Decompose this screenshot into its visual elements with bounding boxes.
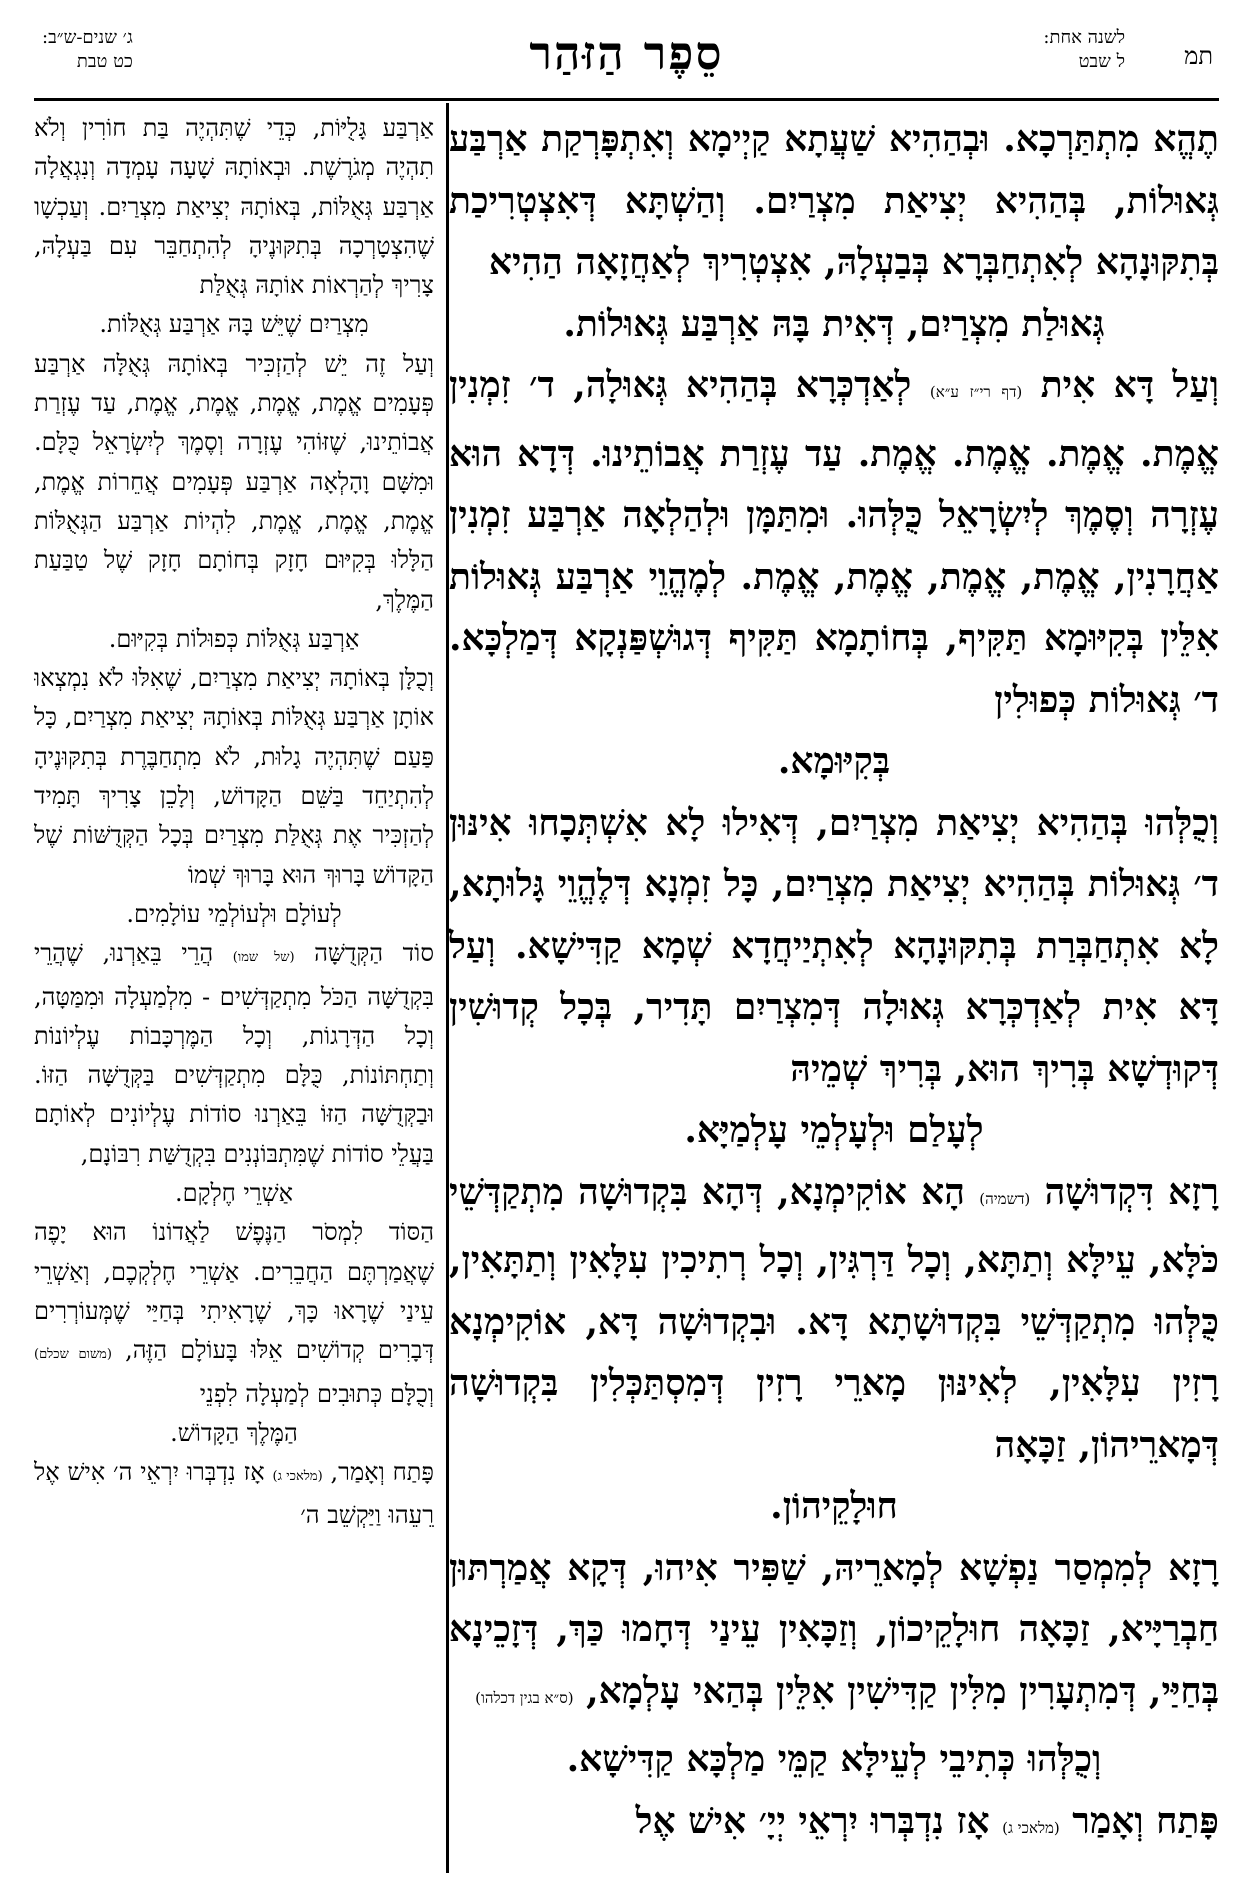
hebrew-paragraph-1: אַרְבַּע גָּלֻיּוֹת, כְּדֵי שֶׁתִּהְיֶה בַּת חוֹרִין וְלֹא תִהְיֶה מְגֹרֶשֶׁת. וּבְאוֹתָהּ שָׁעָה עָמְדָה וְנִגְאֲלָה אַרְבַּע גְּאֻלּוֹת, בְּאוֹתָהּ יְצִיאַת מִצְרַיִם. וְעַכְשָׁו שֶׁהִצְטָרְכָה בְּתִקּוּנֶיהָ לְהִתְחַבֵּר עִם בַּעְלָהּ, צָרִיךְ לְהַרְאוֹת אוֹתָהּ גְּאֻלַּת: [34, 114, 434, 300]
aramaic-p4-note: (דשמיה): [979, 1189, 1031, 1208]
hebrew-p4-start: סוֹד הַקְּדֻשָּׁה: [314, 939, 434, 968]
page-header: [34, 22, 1219, 101]
page-reference-note: (דף רי״ז ע״א): [929, 383, 1023, 401]
aramaic-paragraph-4-end: חוּלָקֵיהוֹן.: [770, 1485, 898, 1527]
aramaic-paragraph-2-end: בְּקִיּוּמָא.: [777, 740, 891, 782]
hebrew-p5-rest: וְכֻלָּם כְּתוּבִים לְמַעְלָה לִפְנֵי: [199, 1379, 434, 1408]
aramaic-p2-rest: לְאַדְכְּרָא בְּהַהִיא גְּאוּלָה, ד׳ זִמְנִין אֱמֶת. אֱמֶת. אֱמֶת. אֱמֶת. עַד עֶזְרַת אֲבוֹתֵינוּ. דְּדָא הוּא עֶזְרָה וְסֶמֶךְ לְיִשְׂרָאֵל כֻּלְּהוּ. וּמִתַּמָּן וּלְהַלְאָה אַרְבַּע זִמְנִין אַחֲרָנִין, אֱמֶת, אֱמֶת, אֱמֶת, אֱמֶת. לְמֶהֱוֵי אַרְבַּע גְּאוּלוֹת אִלֵּין בְּקִיּוּמָא תַּקִּיף, בְּחוֹתָמָא תַּקִּיף דְּגוּשְׁפַּנְקָא דְּמַלְכָּא. ד׳ גְּאוּלוֹת כְּפוּלִין: [449, 364, 1219, 721]
hebrew-paragraph-2-end: אַרְבַּע גְּאֻלּוֹת כְּפוּלוֹת בְּקִיּוּם.: [108, 624, 360, 653]
book-title: סֵפֶר הַזּהַר: [529, 26, 724, 80]
text-columns: [34, 103, 1219, 1873]
column-divider: [446, 103, 449, 1873]
aramaic-paragraph-1: תֶהֱא מִתְתַּרְכָא. וּבְהַהִיא שַׁעֲתָא קַיְימָא וְאִתְפָּרְקַת אַרְבַּע גְּאוּלוֹת, בְּהַהִיא יְצִיאַת מִצְרַיִם. וְהַשְׁתָּא דְּאִצְטְרִיכַת בְּתִקּוּנָהָא לְאִתְחַבְּרָא בְּבַעְלָהּ, אִצְטְרִיךְ לְאַחֲזָאָה הַהִיא: [449, 118, 1219, 283]
hebrew-paragraph-5: [34, 1213, 434, 1413]
hebrew-paragraph-4-end: אַשְׁרֵי חֶלְקָם.: [175, 1179, 293, 1208]
aramaic-paragraph-1-end: גְּאוּלַת מִצְרַיִם, דְּאִית בָּהּ אַרְבַּע גְּאוּלוֹת.: [563, 302, 1105, 345]
aramaic-p4-rest: הָא אוֹקִימְנָא, דְּהָא בִּקְדוּשָׁה מִתְקַדְּשֵׁי כֹּלָּא, עֵילָּא וְתַתָּא, וְכָל דַּרְגִּין, וְכָל רְתִיכִין עִלָּאִין וְתַתָּאִין, כֻּלְּהוּ מִתְקַדְּשֵׁי בִּקְדוּשָׁתָא דָּא. וּבִקְדוּשָׁה דָּא, אוֹקִימְנָא רָזִין עִלָּאִין, לְאִינּוּן מָארֵי רָזִין דְּמִסְתַּכְּלִין בִּקְדוּשָׁה דְּמָארֵיהוֹן, זַכָּאָה: [449, 1170, 1219, 1466]
aramaic-column: [449, 109, 1219, 1859]
aramaic-paragraph-6: [449, 1791, 1219, 1860]
left-info-line-2: כט טבת: [76, 51, 133, 72]
aramaic-p6-rest: אָז נִדְבְּרוּ יִרְאֵי יְיָ׳ אִישׁ אֶל: [635, 1799, 990, 1842]
hebrew-p4-note: (של שמו): [232, 950, 295, 966]
hebrew-p4-rest: הֲרֵי בֵּאַרְנוּ, שֶׁהֲרֵי בִּקְדֻשָּׁה הַכֹּל מִתְקַדְּשִׁים - מִלְמַעְלָה וּמִמַּטָּה, וְכָל הַדְּרָגוֹת, וְכָל הַמֶּרְכָּבוֹת עֶלְיוֹנוֹת וְתַחְתּוֹנוֹת, כֻּלָּם מִתְקַדְּשִׁים בַּקְּדֻשָּׁה הַזּוֹ. וּבַקְּדֻשָּׁה הַזּוֹ בֵּאַרְנוּ סוֹדוֹת עֶלְיוֹנִים לְאוֹתָם בַּעֲלֵי סוֹדוֹת שֶׁמִּתְבּוֹנְנִים בִּקְדֻשַּׁת רִבּוֹנָם,: [34, 939, 434, 1168]
page-number: תמ: [1184, 42, 1213, 70]
aramaic-paragraph-3: וְכֻלְּהוּ בְּהַהִיא יְצִיאַת מִצְרַיִם, דְּאִילוּ לָא אִשְׁתְּכָחוּ אִינּוּן ד׳ גְּאוּלוֹת בְּהַהִיא יְצִיאַת מִצְרַיִם, כָּל זִמְנָא דְּלֶהֱוֵי גָּלוּתָא, לָא אִתְחַבְּרַת בְּתִקּוּנָהָא לְאִתְיַיחֲדָא שְׁמָא קַדִּישָׁא. וְעַל דָּא אִית לְאַדְכְּרָא גְּאוּלָה דְּמִצְרַיִם תָּדִיר, בְּכָל קְדוּשִׁין דְּקוּדְשָׁא בְּרִיךְ הוּא, בְּרִיךְ שְׁמֵיהּ: [449, 801, 1219, 1090]
left-info-line-1: ג׳ שנים-ש״ב:: [42, 27, 133, 48]
hebrew-paragraph-5-end: הַמֶּלֶךְ הַקָּדוֹשׁ.: [170, 1418, 298, 1447]
aramaic-paragraph-5-end: וְכֻלְּהוּ כְּתִיבֵי לְעֵילָּא קַמֵּי מַלְכָּא קַדִּישָׁא.: [566, 1738, 1102, 1780]
hebrew-paragraph-6: [34, 1453, 434, 1536]
hebrew-paragraph-2: וְעַל זֶה יֵשׁ לְהַזְכִּיר בְּאוֹתָהּ גְּאֻלָּה אַרְבַּע פְּעָמִים אֱמֶת, אֱמֶת, אֱמֶת, אֱמֶת, עַד עֶזְרַת אֲבוֹתֵינוּ, שֶׁזּוֹהִי עֶזְרָה וְסֶמֶךְ לְיִשְׂרָאֵל כֻּלָּם. וּמִשָּׁם וָהָלְאָה אַרְבַּע פְּעָמִים אֲחֵרוֹת אֱמֶת, אֱמֶת, אֱמֶת, אֱמֶת, לִהְיוֹת אַרְבַּע הַגְּאֻלּוֹת הַלָּלוּ בְּקִיּוּם חָזָק בְּחוֹתָם חָזָק שֶׁל טַבַּעַת הַמֶּלֶךְ,: [34, 349, 434, 614]
aramaic-p5-note: (ס״א בגין דכלהו): [475, 1688, 574, 1707]
aramaic-paragraph-4: [449, 1162, 1219, 1477]
aramaic-p6-note: (מלאכי ג): [1002, 1818, 1060, 1837]
hebrew-paragraph-3-end: לְעוֹלָם וּלְעוֹלְמֵי עוֹלָמִים.: [126, 899, 342, 928]
hebrew-paragraph-3: וְכֻלָּן בְּאוֹתָהּ יְצִיאַת מִצְרַיִם, שֶׁאִלּוּ לֹא נִמְצְאוּ אוֹתָן אַרְבַּע גְּאֻלּוֹת בְּאוֹתָהּ יְצִיאַת מִצְרַיִם, כָּל פַּעַם שֶׁתִּהְיֶה גָלוּת, לֹא מִתְחַבֶּרֶת בְּתִקּוּנֶיהָ לְהִתְיַחֵד בַּשֵּׁם הַקָּדוֹשׁ, וְלָכֵן צָרִיךְ תָּמִיד לְהַזְכִּיר אֶת גְּאֻלַּת מִצְרַיִם בְּכָל הַקְּדֻשּׁוֹת שֶׁל הַקָּדוֹשׁ בָּרוּךְ הוּא בָּרוּךְ שְׁמוֹ: [34, 664, 434, 889]
hebrew-p5-text: הַסּוֹד לִמְסֹר הַנֶּפֶשׁ לַאֲדוֹנוֹ הוּא יָפֶה שֶׁאֲמַרְתֶּם הַחֲבֵרִים. אַשְׁרֵי חֶלְקְכֶם, וְאַשְׁרֵי עֵינַי שֶׁרָאוּ כָּךְ, שֶׁרָאִיתִי בְּחַיַּי שֶׁמְּעוֹרְרִים דְּבָרִים קְדוֹשִׁים אֵלּוּ בָּעוֹלָם הַזֶּה,: [34, 1218, 434, 1365]
right-info-line-2: ל שבט: [1078, 51, 1125, 72]
hebrew-p5-note: (משום שכלם): [34, 1347, 112, 1363]
aramaic-paragraph-2: [449, 355, 1219, 731]
hebrew-p6-rest: אָז נִדְבְּרוּ יִרְאֵי ה׳ אִישׁ אֶל רֵעֵהוּ וַיַּקְשֵׁב ה׳: [34, 1458, 434, 1530]
hebrew-paragraph-1-end: מִצְרַיִם שֶׁיֵּשׁ בָּהּ אַרְבַּע גְּאֻלּוֹת.: [99, 310, 369, 339]
aramaic-p5-text: רָזָא לְמִמְסַר נַפְשָׁא לְמָארֵיהּ, שַׁפִּיר אִיהוּ, דְּקָא אֲמַרְתּוּן חַבְרַיָּיא, זַכָּאָה חוּלָקֵיכוֹן, וְזַכָּאִין עֵינַי דְּחָמוּ כַּךְ, דְּזָכֵינָא בְּחַיַּי, דְּמִתְעָרִין מִלִּין קַדִּישִׁין אִלֵּין בְּהַאי עָלְמָא,: [449, 1546, 1219, 1712]
hebrew-paragraph-4: [34, 934, 434, 1174]
right-info-line-1: לשנה אחת:: [1043, 27, 1125, 48]
aramaic-p4-start: רָזָא דִּקְדוּשָׁה: [1044, 1170, 1219, 1213]
aramaic-paragraph-5: [449, 1538, 1219, 1730]
left-header-info: [42, 26, 133, 74]
hebrew-p6-start: פָּתַח וְאָמַר,: [330, 1458, 434, 1487]
aramaic-p6-start: פָּתַח וְאָמַר: [1072, 1799, 1219, 1842]
aramaic-p2-start: וְעַל דָּא אִית: [1040, 364, 1219, 406]
hebrew-p6-note: (מלאכי ג): [272, 1469, 323, 1485]
hebrew-translation-column: [34, 109, 434, 1536]
aramaic-paragraph-3-end: לְעָלַם וּלְעָלְמֵי עָלְמַיָּא.: [684, 1109, 984, 1151]
